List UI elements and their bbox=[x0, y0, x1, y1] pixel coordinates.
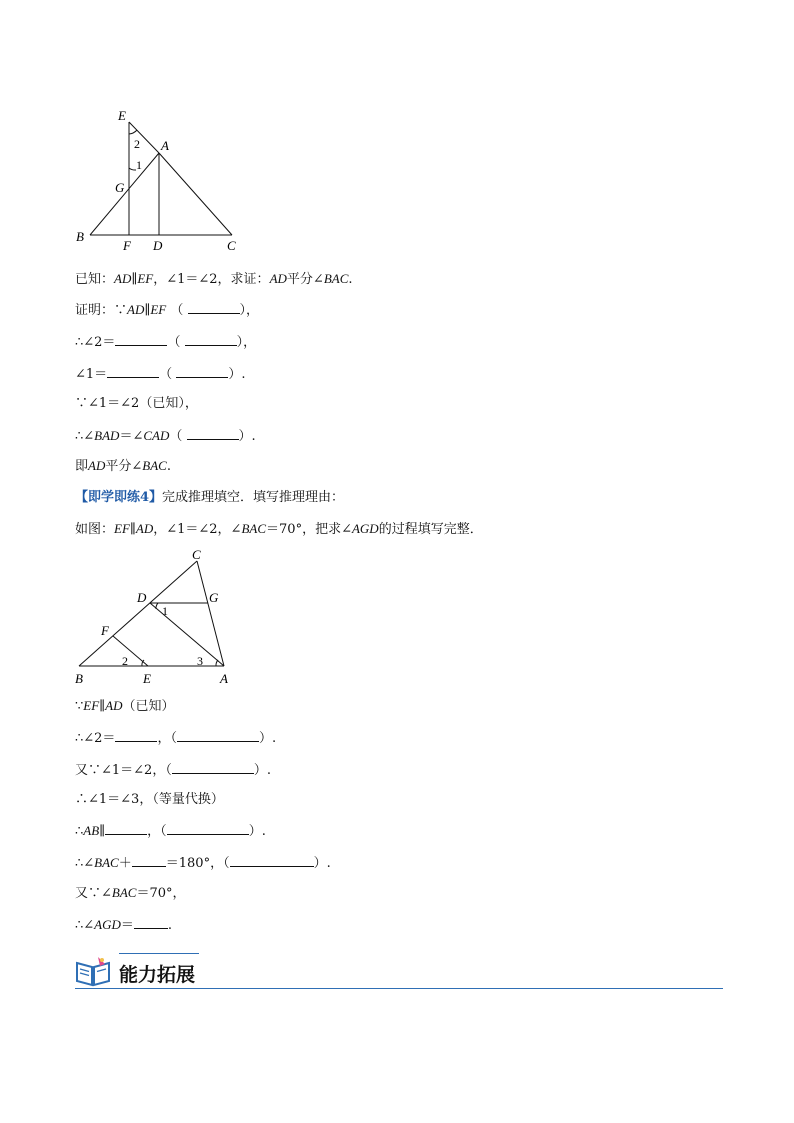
label-angle-1: 1 bbox=[162, 604, 168, 618]
given-statement: 已知：AD∥EF，∠1＝∠2，求证：AD平分∠BAC. bbox=[75, 271, 353, 287]
answer-blank[interactable] bbox=[172, 760, 254, 774]
segment-bc bbox=[79, 561, 197, 666]
segment-ac bbox=[159, 153, 232, 235]
proof-line-2: ∴∠2＝ （ ）， bbox=[75, 332, 256, 352]
answer-blank[interactable] bbox=[105, 821, 147, 835]
answer-blank[interactable] bbox=[185, 332, 237, 346]
exercise-heading: 【即学即练4】完成推理填空．填写推理理由： bbox=[75, 490, 345, 505]
section-top-line bbox=[119, 953, 199, 954]
proof-line-1: 证明：∵AD∥EF （ ）， bbox=[75, 302, 260, 318]
exercise-intro: 如图：EF∥AD，∠1＝∠2，∠BAC＝70°，把求∠AGD的过程填写完整． bbox=[75, 521, 483, 537]
proof-line-5: ∴∠BAD＝∠CAD（ ）. bbox=[75, 428, 256, 444]
label-angle-2: 2 bbox=[122, 654, 128, 668]
label-a: A bbox=[161, 138, 169, 153]
label-g: G bbox=[209, 590, 219, 605]
label-g: G bbox=[115, 180, 125, 195]
label-e: E bbox=[143, 671, 151, 686]
angle-3-arc bbox=[216, 660, 218, 666]
answer-blank[interactable] bbox=[107, 364, 159, 378]
proof-line-6: 即AD平分∠BAC. bbox=[75, 458, 171, 474]
label-e: E bbox=[118, 108, 126, 123]
label-d: D bbox=[137, 590, 147, 605]
label-angle-3: 3 bbox=[197, 654, 203, 668]
angle-1-arc bbox=[129, 168, 136, 170]
answer-blank[interactable] bbox=[132, 853, 166, 867]
step-5: ∴AB∥ ，（ ）. bbox=[75, 823, 266, 839]
angle-1-arc bbox=[156, 603, 158, 609]
answer-blank[interactable] bbox=[115, 728, 157, 742]
answer-blank[interactable] bbox=[230, 853, 314, 867]
answer-blank[interactable] bbox=[167, 821, 249, 835]
proof-line-3: ∠1＝ （ ）. bbox=[75, 364, 245, 384]
segment-ca bbox=[197, 561, 224, 666]
figure-2 bbox=[70, 543, 260, 690]
label-angle-2: 2 bbox=[134, 137, 140, 151]
label-f: F bbox=[101, 623, 109, 638]
step-8: ∴∠AGD＝ . bbox=[75, 917, 173, 933]
label-d: D bbox=[153, 238, 163, 253]
label-c: C bbox=[192, 547, 201, 562]
proof-line-4: ∵∠1＝∠2（已知）， bbox=[75, 396, 198, 411]
answer-blank[interactable] bbox=[134, 915, 168, 929]
answer-blank[interactable] bbox=[187, 426, 239, 440]
label-a: A bbox=[220, 671, 228, 686]
label-angle-1: 1 bbox=[136, 158, 142, 172]
label-c: C bbox=[227, 238, 236, 253]
section-title: 能力拓展 bbox=[119, 964, 196, 986]
answer-blank[interactable] bbox=[188, 300, 240, 314]
book-icon bbox=[74, 955, 112, 987]
step-6: ∴∠BAC＋ ＝180°，（ ）. bbox=[75, 855, 331, 871]
figure-1 bbox=[70, 100, 270, 255]
answer-blank[interactable] bbox=[177, 728, 259, 742]
answer-blank[interactable] bbox=[176, 364, 228, 378]
step-1: ∵EF∥AD（已知） bbox=[75, 698, 175, 714]
section-rule bbox=[75, 988, 723, 989]
step-3: 又∵∠1＝∠2，（ ）. bbox=[75, 760, 271, 780]
angle-2-arc bbox=[129, 130, 137, 134]
step-4: ∴∠1＝∠3，（等量代换） bbox=[75, 792, 224, 807]
step-2: ∴∠2＝ ，（ ）. bbox=[75, 728, 276, 748]
segment-ba bbox=[90, 153, 159, 235]
label-b: B bbox=[75, 671, 83, 686]
exercise-tag: 【即学即练4】 bbox=[75, 490, 163, 505]
label-f: F bbox=[123, 238, 131, 253]
label-b: B bbox=[76, 229, 84, 244]
answer-blank[interactable] bbox=[115, 332, 167, 346]
step-7: 又∵∠BAC＝70°， bbox=[75, 885, 186, 901]
